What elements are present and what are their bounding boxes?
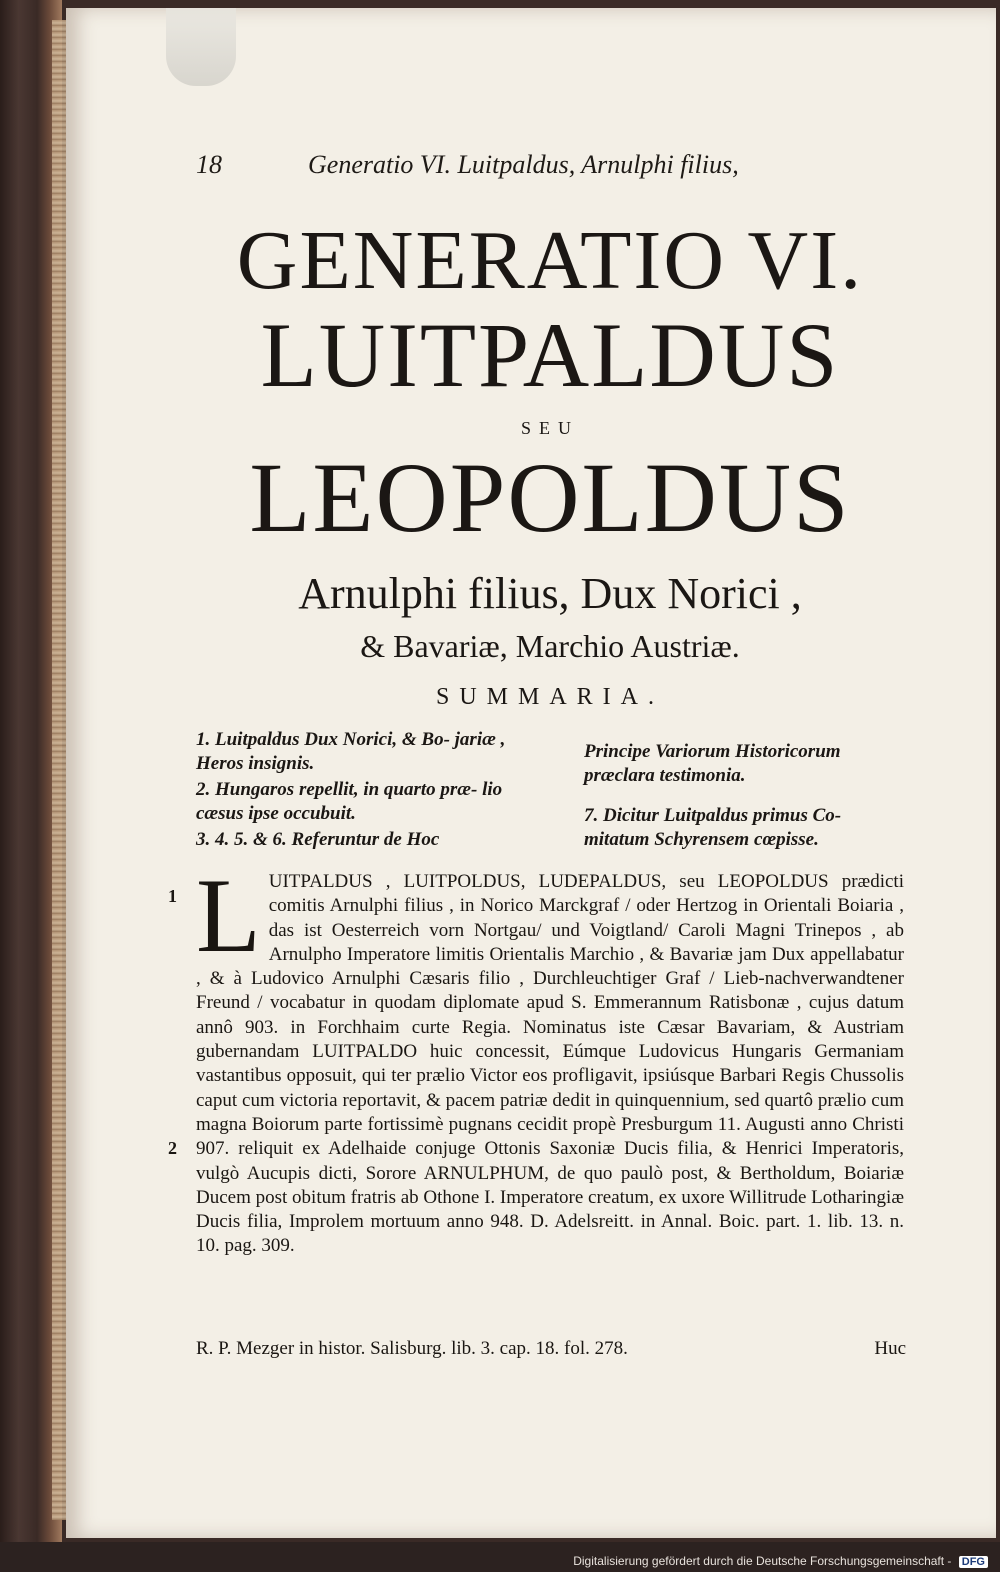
credit-line	[573, 1554, 988, 1568]
title-leopoldus: LEOPOLDUS	[249, 442, 851, 553]
drop-cap: L	[196, 857, 261, 974]
title-subtitle-2: & Bavariæ, Marchio Austriæ.	[360, 628, 740, 664]
running-head	[196, 150, 896, 190]
summary-item: 1. Luitpaldus Dux Norici, & Bo- jariæ , Heros insignis.	[196, 729, 506, 774]
page-clip	[166, 8, 236, 86]
citation-text: R. P. Mezger in histor. Salisburg. lib. 3. cap. 18. fol. 278.	[196, 1338, 628, 1359]
catchword: Huc	[874, 1338, 906, 1359]
credit-text: Digitalisierung gefördert durch die Deutsche Forschungsgemeinschaft -	[573, 1554, 952, 1568]
page-number: 18	[196, 150, 222, 179]
dfg-logo: DFG	[959, 1556, 988, 1568]
summary-item: 3. 4. 5. & 6. Referuntur de Hoc	[196, 829, 440, 850]
title-luitpaldus: LUITPALDUS	[260, 304, 840, 406]
margin-number: 2	[168, 1138, 177, 1158]
margin-number: 1	[168, 886, 177, 906]
summary-item: Principe Variorum Historicorum præclara testimonia.	[584, 741, 841, 786]
summary-item: 2. Hungaros repellit, in quarto præ- lio cæsus ipse occubuit.	[196, 779, 503, 824]
body-text: UITPALDUS , LUITPOLDUS, LUDEPALDUS, seu LEOPOLDUS prædicti comitis Arnulphi filius , in Norico Marckgraf / oder Hertzog in Orientali Boiaria , das ist Oesterreich vorn Nortgau/ und Voigtland/ Caroli Magni Trinepos , ab Arnulpho Imperatore limitis Orientalis Marchio , & Bavariæ jam Dux appellabatur , & à Ludovico Arnulphi Cæsaris filio , Durchleuchtiger Graf / Lieb-nachverwandtener Freund / vocabatur in quodam diplomate apud S. Emmerannum Ratisbonæ , cujus datum annô 903. in Forchhaim curte Regia. Nominatus iste Cæsar Bavariam, & Austriam gubernandam LUITPALDO huic concessit, Eúmque Ludovicus Hungaris Germaniam vastantibus opposuit, qui ter prælio Victor eos profligavit, ipsiúsque Barbari Regis Chussolis caput cum victoria reportavit, & pacem patriæ dedit in quinquennium, sed quartô prælio cum magna Boiorum parte fortissimè pugnans cecidit propè Presburgum 11. Augusti anno Christi 907. reliquit ex Adelhaide conjuge Ottonis Saxoniæ Ducis filia, & Henrici Imperatoris, vulgò Aucupis dicti, Sorore ARNULPHUM, de quo paulò post, & Bertholdum, Boiariæ Ducem post obitum fratris ab Othone I. Imperatore creatum, ex uxore Willitrude Lotharingiæ Ducis filia, Improlem mortuum anno 948. D. Adelsreitt. in Annal. Boic. part. 1. lib. 13. n. 10. pag. 309.	[196, 871, 905, 1257]
footer-bar	[0, 1542, 1000, 1572]
citation-line	[196, 1338, 906, 1360]
running-title: Generatio VI. Luitpaldus, Arnulphi filius,	[308, 150, 739, 179]
title-seu: SEU	[520, 418, 579, 438]
summary-item: 7. Dicitur Luitpaldus primus Co- mitatum Schyrensem cœpisse.	[584, 805, 842, 850]
summaria-heading: SUMMARIA.	[435, 684, 665, 710]
title-subtitle-1: Arnulphi filius, Dux Norici ,	[298, 569, 802, 618]
body-paragraph	[196, 857, 905, 1259]
title-generatio: GENERATIO VI.	[236, 214, 864, 307]
